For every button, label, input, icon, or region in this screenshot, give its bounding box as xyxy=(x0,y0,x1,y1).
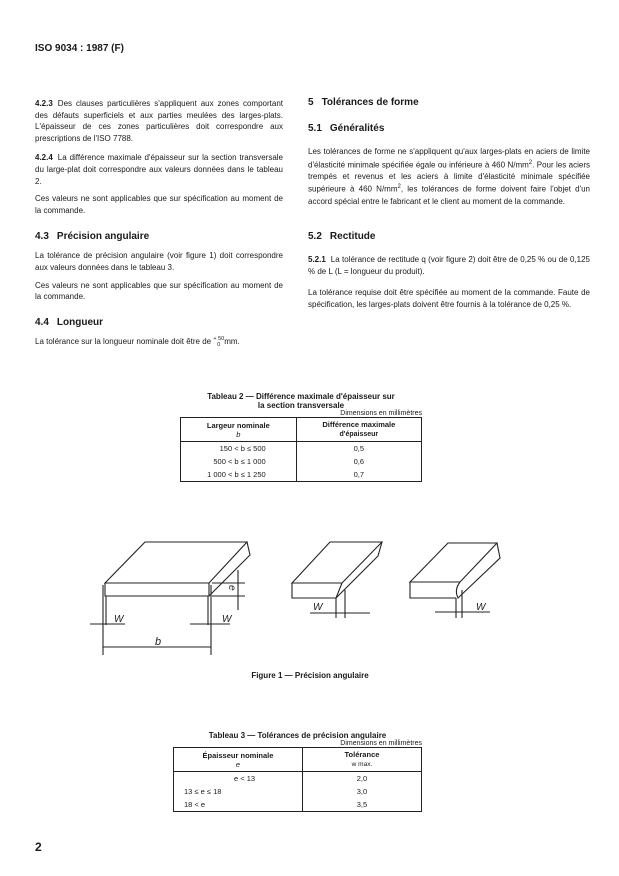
heading-title: Longueur xyxy=(56,316,104,328)
clause-text: La tolérance de rectitude q (voir figure 2) doit être de 0,25 % ou de 0,125 % de L (L = longueur du produit). xyxy=(308,255,590,276)
tolerance-upper: + 50 xyxy=(213,335,225,342)
heading-number: 4.3 xyxy=(35,231,49,243)
heading-title: Tolérances de forme xyxy=(321,97,419,108)
table-3 xyxy=(173,747,422,812)
clause-4-4-text xyxy=(35,336,283,348)
heading-number: 5 xyxy=(308,97,314,108)
cell-range: 500 < b ≤ 1 000 xyxy=(181,455,297,468)
column-header xyxy=(296,418,421,442)
clause-text: Des clauses particulières s'appliquent aux zones comportant des défauts superficiels et aux parties meulées des larges-plats. L'épaisseur de ces zones particulières doit correspondre aux prescriptions de l'ISO 7788. xyxy=(35,99,283,143)
table-row xyxy=(174,785,422,798)
text: , les tolérances de forme doivent faire l'objet d'un accord spécial entre le fabricant et le client au moment de la commande. xyxy=(308,185,591,206)
figure-1-drawing xyxy=(90,510,570,660)
clause-5-2-note: La tolérance requise doit être spécifiée au moment de la commande. Faute de spécification, les larges-plats doivent être fournis à la tolérance de 0,25 %. xyxy=(308,288,590,310)
label-w: W xyxy=(114,614,124,625)
cell-value: 0,6 xyxy=(296,455,421,468)
cell-range: 18 < e xyxy=(174,798,303,812)
heading-4-4 xyxy=(35,317,283,328)
heading-title: Rectitude xyxy=(329,231,376,243)
table-row xyxy=(181,468,422,482)
plate-2 xyxy=(292,542,382,618)
tolerance-lower: 0 xyxy=(217,341,221,348)
clause-4-3-text: La tolérance de précision angulaire (voir figure 1) doit correspondre aux valeurs données dans le tableau 3. xyxy=(35,251,283,272)
cell-range: 13 ≤ e ≤ 18 xyxy=(174,785,303,798)
header-symbol: e xyxy=(235,759,241,769)
header-text: Largeur nominale xyxy=(206,420,270,430)
cell-range: 1 000 < b ≤ 1 250 xyxy=(181,468,297,482)
clause-5-1-text xyxy=(308,146,590,207)
table-2-title-line2: la section transversale xyxy=(257,401,345,410)
unit: mm. xyxy=(224,336,240,346)
text: Les tolérances de forme ne s'appliquent qu'aux larges-plats en aciers de limite d'élasticité minimale spécifiée égale ou inférieure à 460 N/mm xyxy=(308,147,590,170)
table-row xyxy=(174,798,422,812)
clause-number: 4.2.4 xyxy=(35,153,53,163)
table-3-units: Dimensions en millimètres xyxy=(340,740,422,747)
table-2 xyxy=(180,417,422,482)
table-3-title: Tableau 3 — Tolérances de précision angulaire xyxy=(208,731,387,740)
clause-4-2-4 xyxy=(35,152,283,187)
document-header: ISO 9034 : 1987 (F) xyxy=(35,43,124,54)
column-header xyxy=(181,418,297,442)
clause-text: La tolérance sur la longueur nominale doit être de xyxy=(35,336,212,346)
heading-5 xyxy=(308,97,590,108)
table-2-title: Tableau 2 — Différence maximale d'épaisseur sur xyxy=(207,392,395,401)
superscript: 2 xyxy=(528,159,533,166)
heading-number: 5.1 xyxy=(308,123,322,134)
plate-3 xyxy=(410,543,500,618)
label-w: W xyxy=(313,602,323,613)
right-column xyxy=(308,97,590,311)
tolerance-value xyxy=(213,336,224,348)
cell-range: e < 13 xyxy=(174,772,303,786)
clause-4-3-note: Ces valeurs ne sont applicables que sur spécification au moment de la commande. xyxy=(35,280,283,302)
text: . Pour les aciers trempés et revenus et les aciers à limite d'élasticité minimale spécifiée supérieure à 460 N/mm xyxy=(308,160,590,195)
label-w: W xyxy=(476,602,486,613)
heading-5-1 xyxy=(308,123,590,134)
clause-number: 5.2.1 xyxy=(308,255,326,265)
table-row xyxy=(174,772,422,786)
cell-value: 0,7 xyxy=(296,468,421,482)
cell-value: 0,5 xyxy=(296,442,421,456)
table-row xyxy=(181,455,422,468)
left-column xyxy=(35,98,283,348)
superscript: 2 xyxy=(397,184,401,191)
column-header xyxy=(174,748,303,772)
label-b: b xyxy=(155,636,162,648)
heading-number: 4.4 xyxy=(35,316,49,328)
header-text: Épaisseur nominale xyxy=(202,750,274,760)
header-text: Différence maximale xyxy=(322,420,396,429)
cell-value: 3,0 xyxy=(302,785,421,798)
plate-1 xyxy=(90,542,250,655)
label-e: e xyxy=(226,585,237,591)
column-header xyxy=(302,748,421,772)
heading-4-3 xyxy=(35,231,283,242)
cell-value: 2,0 xyxy=(302,772,421,786)
clause-5-2-1 xyxy=(308,254,590,277)
label-w: W xyxy=(222,614,232,625)
heading-title: Généralités xyxy=(329,123,385,134)
clause-4-2-3 xyxy=(35,98,283,144)
table-row xyxy=(181,442,422,456)
table-3-block xyxy=(173,731,422,812)
page-number: 2 xyxy=(35,840,42,854)
clause-4-2-4-note: Ces valeurs ne sont applicables que sur spécification au moment de la commande. xyxy=(35,194,283,215)
clause-number: 4.2.3 xyxy=(35,99,53,108)
clause-text: La différence maximale d'épaisseur sur la section transversale du large-plat doit correspondre aux valeurs données dans le tableau 2. xyxy=(35,153,283,186)
cell-range: 150 < b ≤ 500 xyxy=(181,442,297,456)
table-2-units: Dimensions en millimètres xyxy=(340,410,422,417)
heading-5-2 xyxy=(308,231,590,242)
cell-value: 3,5 xyxy=(302,798,421,812)
header-text: Tolérance xyxy=(344,750,380,759)
figure-1-caption: Figure 1 — Précision angulaire xyxy=(251,671,369,680)
header-symbol: b xyxy=(236,429,241,439)
table-2-block xyxy=(180,392,422,482)
heading-number: 5.2 xyxy=(308,231,322,243)
header-subtext: d'épaisseur xyxy=(339,431,379,438)
heading-title: Précision angulaire xyxy=(56,231,150,243)
header-subtext: w max. xyxy=(351,761,373,768)
